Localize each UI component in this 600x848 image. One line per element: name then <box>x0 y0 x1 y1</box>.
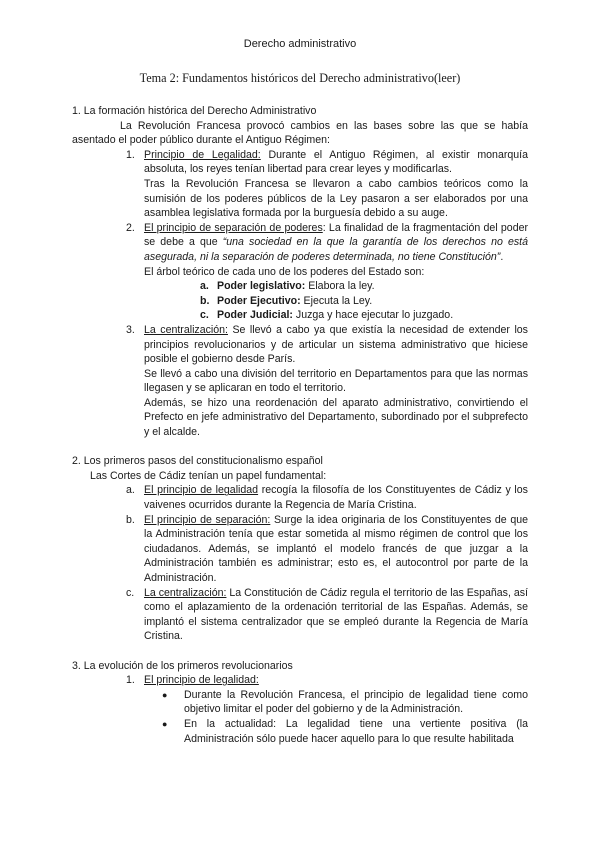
item-text: : La finalidad de la fragmentación del poder se debe a que <box>144 221 529 249</box>
section-2-item-a <box>72 483 528 512</box>
item-label: La centralización: <box>144 323 228 336</box>
section-2-item-c <box>72 586 528 644</box>
bullet-icon: ● <box>162 689 168 700</box>
list-label: Poder Judicial: <box>217 309 293 322</box>
item-label: El principio de legalidad <box>144 484 259 497</box>
list-item <box>180 279 528 294</box>
list-item <box>180 308 528 323</box>
section-2-item-b <box>72 513 528 586</box>
bullet-item <box>72 717 528 746</box>
document-title: Tema 2: Fundamentos históricos del Derecho administrativo(leer) <box>139 71 461 85</box>
item-paragraph: Se llevó a cabo una división del territorio en Departamentos para que las normas llegasen y se aplicaran en todo el territorio. <box>144 367 528 395</box>
item-number: 3. <box>126 323 135 336</box>
list-item <box>180 294 528 309</box>
item-text: Surge la idea originaria de los Constituyentes de que la Administración tenía que estar sometida al mismo régimen de control que los ciudadanos. Además, se implantó el modelo francés de que juzgar a la Administración también es administrar; esto es, el autocontrol por parte de la Administración. <box>144 513 528 584</box>
list-label: Poder Ejecutivo: <box>217 294 301 307</box>
list-text: Elabora la ley. <box>308 280 375 293</box>
section-1-intro: La Revolución Francesa provocó cambios en las bases sobre las que se había asentado el poder público durante el Antiguo Régimen: <box>72 119 528 147</box>
list-letter: b. <box>200 294 210 307</box>
item-quote: “una sociedad en la que la garantía de los derechos no está asegurada, ni la separación de poderes determinada, no tiene Constitución” <box>144 236 528 263</box>
section-1-item-3 <box>72 323 528 440</box>
bullet-text: En la actualidad: La legalidad tiene una vertiente positiva (la Administración sólo puede hacer aquello para lo que resulte habilitada <box>184 717 528 745</box>
page-header: Derecho administrativo <box>243 38 357 50</box>
list-label: Poder legislativo: <box>217 280 306 293</box>
item-paragraph: Además, se hizo una reordenación del aparato administrativo, convirtiendo el Prefecto en jefe administrativo del Departamento, subordinado por el subprefecto y el alcalde. <box>144 396 528 439</box>
item-label: Principio de Legalidad: <box>144 148 261 161</box>
item-letter: b. <box>126 513 135 526</box>
item-letter: a. <box>126 484 135 497</box>
item-number: 1. <box>126 148 135 161</box>
item-label: La centralización: <box>144 586 227 599</box>
item-label: El principio de separación: <box>144 513 271 526</box>
item-letter: c. <box>126 586 135 599</box>
item-text: Durante el Antiguo Régimen, al existir monarquía absoluta, los reyes tenían libertad para crear leyes y modificarlas. <box>144 148 528 176</box>
bullet-item <box>72 688 528 717</box>
section-1-heading: 1. La formación histórica del Derecho Administrativo <box>72 105 317 117</box>
bullet-icon: ● <box>162 718 168 729</box>
item-label: El principio de separación de poderes <box>144 221 323 234</box>
item-label: El principio de legalidad: <box>144 674 259 687</box>
power-list <box>144 279 528 323</box>
section-2-intro: Las Cortes de Cádiz tenían un papel fundamental: <box>90 469 327 482</box>
item-number: 2. <box>126 221 135 234</box>
section-3-heading: 3. La evolución de los primeros revolucionarios <box>72 659 293 672</box>
item-end: . <box>500 250 504 263</box>
list-letter: c. <box>200 309 209 322</box>
section-2-heading: 2. Los primeros pasos del constitucionalismo español <box>72 455 323 468</box>
item-paragraph: El árbol teórico de cada uno de los poderes del Estado son: <box>144 265 425 278</box>
list-text: Juzga y hace ejecutar lo juzgado. <box>295 309 454 322</box>
document-body <box>72 104 528 746</box>
section-1-item-2 <box>72 221 528 323</box>
item-text: La Constitución de Cádiz regula el territorio de las Españas, así como el aplazamiento de la ordenación territorial de las Españas. Además, se implantó el sistema centralizador que se empleó durante la Regencia de María Cristina. <box>144 586 528 643</box>
list-letter: a. <box>200 280 209 293</box>
section-3-item-1 <box>72 673 528 688</box>
item-text: recogía la filosofía de los Constituyentes de Cádiz y los vaivenes ocurridos durante la Regencia de María Cristina. <box>144 484 528 512</box>
section-1-item-1 <box>72 148 528 221</box>
item-text: Se llevó a cabo ya que existía la necesidad de extender los principios revolucionarios y de articular un sistema administrativo que hiciese posible el gobierno desde París. <box>144 323 528 366</box>
bullet-text: Durante la Revolución Francesa, el principio de legalidad tiene como objetivo limitar el poder del gobierno y de la Administración. <box>184 688 528 716</box>
list-text: Ejecuta la Ley. <box>303 294 373 307</box>
item-paragraph: Tras la Revolución Francesa se llevaron a cabo cambios teóricos como la sumisión de los poderes públicos de la Ley pasaron a ser elaborados por una asamblea legislativa formada por la burguesía debido a su auge. <box>144 177 528 220</box>
item-number: 1. <box>126 674 135 687</box>
